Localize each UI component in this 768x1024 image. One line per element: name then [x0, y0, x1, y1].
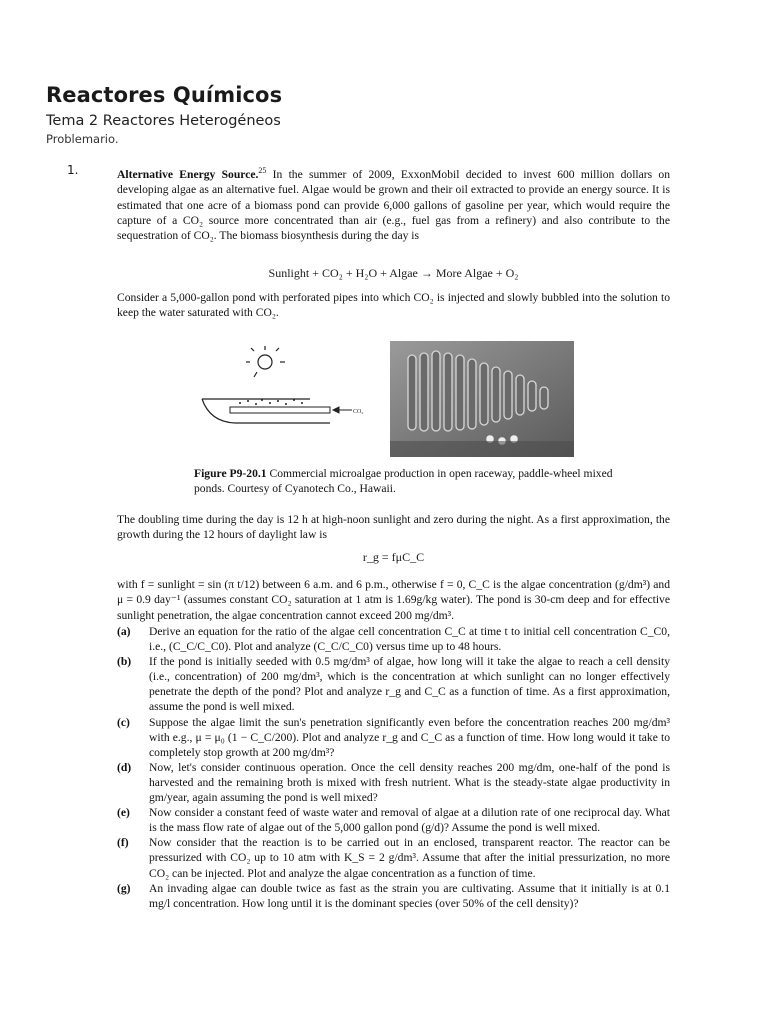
- document-header: [46, 83, 282, 146]
- raceway-ponds-photo: [390, 341, 574, 457]
- problem-parts: [117, 624, 670, 911]
- part-f: [117, 835, 670, 880]
- reaction-equation: Sunlight + CO₂ + H₂O + Algae → More Algae + O₂: [268, 266, 519, 280]
- part-label: (a): [117, 625, 131, 638]
- figure-label: Figure P9-20.1: [194, 467, 267, 480]
- arrow-icon: [333, 407, 352, 413]
- definitions-text: with f = sunlight = sin (π t/12) between 6 a.m. and 6 p.m., otherwise f = 0, C_C is the algae concentration (g/dm³) and μ = 0.9 day⁻¹ (assumes constant CO₂ saturation at 1 atm is 1.69g/kg water). The pond is 30-cm deep and for effective sunlight penetration, the algae concentration cannot exceed 200 mg/dm³.: [117, 578, 670, 622]
- part-b: [117, 654, 670, 714]
- part-text: If the pond is initially seeded with 0.5 mg/dm³ of algae, how long will it take the algae to reach a cell density (i.e., concentration) of 200 mg/dm³, which is the concentration at which sunlight can no longer effectively penetrate the depth of the pond? Plot and analyze r_g and C_C as a function of time. As a first approximation, assume the pond is well mixed.: [149, 655, 670, 714]
- co2-pipe: [230, 407, 330, 413]
- footnote-ref: 25: [258, 166, 267, 175]
- part-c: [117, 715, 670, 760]
- part-text: Now consider that the reaction is to be carried out in an enclosed, transparent reactor. The reactor can be pressurized with CO₂ up to 10 atm with K_S = 2 g/dm³. Assume that after the initial pressurization, no more CO₂ can be injected. Plot and analyze the algae concentration as a function of time.: [149, 836, 670, 880]
- part-label: (f): [117, 836, 129, 850]
- co2-label: CO₂: [353, 409, 364, 415]
- figure-caption-text: Commercial microalgae production in open raceway, paddle-wheel mixed ponds. Courtesy of Cyanotech Co., Hawaii.: [194, 467, 613, 495]
- part-text: Suppose the algae limit the sun's penetration significantly even before the concentration reaches 200 mg/dm³ with e.g., μ = μ₀ (1 − C_C/200). Plot and analyze r_g and C_C as a function of time. How long would it take to completely stop growth at 200 mg/dm³?: [149, 715, 670, 759]
- part-label: (g): [117, 881, 131, 895]
- part-a: [117, 624, 670, 654]
- part-e: [117, 805, 670, 835]
- section-label: Problemario.: [46, 132, 119, 146]
- part-text: An invading algae can double twice as fast as the strain you are cultivating. Assume that it initially is at 0.1 mg/l concentration. How long until it is the dominant species (over 50% of the cell density)?: [149, 881, 670, 910]
- topic-subtitle: Tema 2 Reactores Heterogéneos: [46, 113, 281, 129]
- part-g: [117, 881, 670, 911]
- sun-icon: [246, 346, 285, 377]
- pond-sketch: [190, 337, 370, 447]
- course-title: Reactores Químicos: [46, 83, 283, 107]
- bubbles: [239, 399, 303, 405]
- setup-text: Consider a 5,000-gallon pond with perforated pipes into which CO₂ is injected and slowly bubbled into the solution to keep the water saturated with CO₂.: [117, 291, 670, 320]
- part-label: (d): [117, 760, 132, 774]
- part-label: (e): [117, 806, 130, 820]
- part-label: (b): [117, 655, 132, 669]
- doubling-text: The doubling time during the day is 12 h at high-noon sunlight and zero during the night. As a first approximation, the growth during the 12 hours of daylight law is: [117, 513, 670, 542]
- pond-outline: [202, 399, 330, 423]
- part-text: Now, let's consider continuous operation. Once the cell density reaches 200 mg/dm, one-half of the pond is harvested and the remaining broth is mixed with fresh nutrient. What is the steady-state algae productivity in gm/year, again assuming the pond is well mixed?: [149, 760, 670, 805]
- part-text: Derive an equation for the ratio of the algae cell concentration C_C at time t to initial cell concentration C_C0, i.e., (C_C/C_C0). Plot and analyze (C_C/C_C0) versus time up to 48 hours.: [149, 625, 670, 654]
- problem-heading: Alternative Energy Source.: [117, 167, 259, 181]
- problem-intro: [117, 163, 670, 244]
- problem-number: 1.: [67, 163, 79, 177]
- figure-caption: [194, 466, 614, 496]
- rate-law: r_g = fμC_C: [362, 550, 425, 564]
- intro-text: In the summer of 2009, ExxonMobil decided to invest 600 million dollars on developing algae as an alternative fuel. Algae would be grown and their oil extracted to provide an energy source. It is estimated that one acre of a biomass pond can provide 6,000 gallons of gasoline per year, which would require the capture of a CO₂ source more concentrated than air (e.g., fuel gas from a refinery) and also contribute to the sequestration of CO₂. The biomass biosynthesis during the day is: [117, 167, 671, 243]
- part-text: Now consider a constant feed of waste water and removal of algae at a dilution rate of one reciprocal day. What is the mass flow rate of algae out of the 5,000 gallon pond (g/d)? Assume the pond is well mixed.: [149, 806, 670, 835]
- part-d: [117, 760, 670, 805]
- part-label: (c): [117, 715, 130, 729]
